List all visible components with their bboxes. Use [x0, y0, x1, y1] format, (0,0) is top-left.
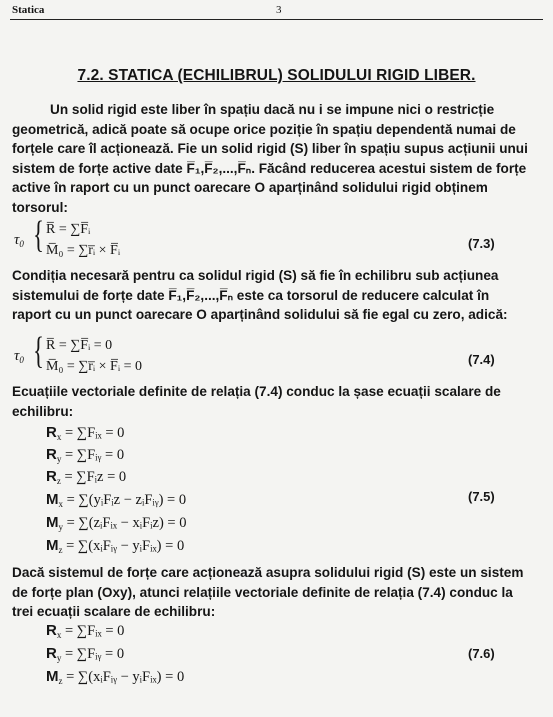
- eq73-line-2: M̅₀ = ∑r̅ᵢ × F̅ᵢ: [46, 243, 121, 258]
- paragraph-1: [12, 100, 538, 218]
- eq76-ry: $R_y$ = ∑Fᵢᵧ = 0: [46, 645, 125, 663]
- equation-number-7-5: (7.5): [468, 489, 495, 504]
- para1-line-6: torsorul:: [12, 199, 68, 215]
- para1-line-5: active în raport cu un punct oarecare O aparținând solidului rigid obținem: [12, 180, 488, 196]
- para3-line-2: echilibru:: [12, 403, 74, 419]
- brace-icon: {: [33, 330, 44, 372]
- equation-number-7-3: (7.3): [468, 236, 495, 251]
- eq75-mx: $M_x$ = ∑(yᵢFᵢz − zᵢFᵢᵧ) = 0: [46, 491, 187, 509]
- brace-icon: {: [33, 214, 44, 256]
- para1-line-4a: sistem de forțe active date: [12, 160, 187, 176]
- paragraph-4: [12, 563, 538, 622]
- paragraph-3: [12, 382, 538, 421]
- eq74-line-2: M̅₀ = ∑r̅ᵢ × F̅ᵢ = 0: [46, 359, 143, 374]
- force-list: F̅₁,F̅₂,...,F̅ₙ: [168, 287, 234, 303]
- para1-line-4b: . Făcând reducerea acestui sistem de forțe: [251, 160, 527, 176]
- para1-line-2: geometrică, adică poate să ocupe orice poziție în spațiu dependentă numai de: [12, 121, 516, 137]
- para1-line-4: [12, 159, 538, 179]
- page-number: 3: [276, 4, 282, 16]
- para4-line-1: Dacă sistemul de forțe care acționează asupra solidului rigid (S) este un sistem: [12, 565, 524, 580]
- para1-line-1: Un solid rigid este liber în spațiu dacă nu i se impune nici o restricție: [50, 102, 495, 117]
- equation-number-7-6: (7.6): [468, 646, 495, 661]
- eq76-rx: $R_x$ = ∑Fᵢₓ = 0: [46, 622, 125, 640]
- equation-number-7-4: (7.4): [468, 352, 495, 367]
- eq75-ry: $R_y$ = ∑Fᵢᵧ = 0: [46, 446, 125, 464]
- eq75-mz: $M_z$ = ∑(xᵢFᵢᵧ − yᵢFᵢₓ) = 0: [46, 537, 185, 555]
- header-rule: [10, 19, 543, 20]
- para1-line-3: forțele care îl acționează. Fie un solid rigid (S) liber în spațiu supus acțiunii unui: [12, 141, 528, 157]
- para4-line-3: trei ecuații scalare de echilibru:: [12, 604, 216, 620]
- force-list: F̅₁,F̅₂,...,F̅ₙ: [186, 160, 252, 176]
- torsor-symbol: $\tau_0$: [14, 348, 24, 365]
- eq75-my: $M_y$ = ∑(zᵢFᵢₓ − xᵢFᵢz) = 0: [46, 514, 187, 532]
- para2-line-2b: este ca torsorul de reducere calculat în: [233, 287, 490, 303]
- running-header: Statica: [12, 4, 45, 16]
- para2-line-1: Condiția necesară pentru ca solidul rigid (S) să fie în echilibru sub acțiunea: [12, 268, 499, 283]
- eq75-rz: $R_z$ = ∑Fᵢz = 0: [46, 468, 127, 486]
- para3-line-1: Ecuațiile vectoriale definite de relația (7.4) conduc la șase ecuații scalare de: [12, 384, 501, 399]
- eq74-line-1: R̅ = ∑F̅ᵢ = 0: [46, 338, 113, 353]
- para4-line-2: de forțe plan (Oxy), atunci relațiile vectoriale definite de relația (7.4) conduc la: [12, 584, 513, 600]
- eq76-mz: $M_z$ = ∑(xᵢFᵢᵧ − yᵢFᵢₓ) = 0: [46, 668, 185, 686]
- para2-line-3: raport cu un punct oarecare O aparținând solidului să fie egal cu zero, adică:: [12, 307, 508, 323]
- para2-line-2a: sistemului de forțe date: [12, 287, 169, 303]
- section-title: 7.2. STATICA (ECHILIBRUL) SOLIDULUI RIGID LIBER.: [77, 67, 476, 84]
- torsor-symbol: $\tau_0$: [14, 232, 24, 249]
- paragraph-2: [12, 266, 538, 325]
- para2-line-2: [12, 286, 538, 306]
- eq75-rx: $R_x$ = ∑Fᵢₓ = 0: [46, 424, 125, 442]
- eq73-line-1: R̅ = ∑F̅ᵢ: [46, 222, 91, 237]
